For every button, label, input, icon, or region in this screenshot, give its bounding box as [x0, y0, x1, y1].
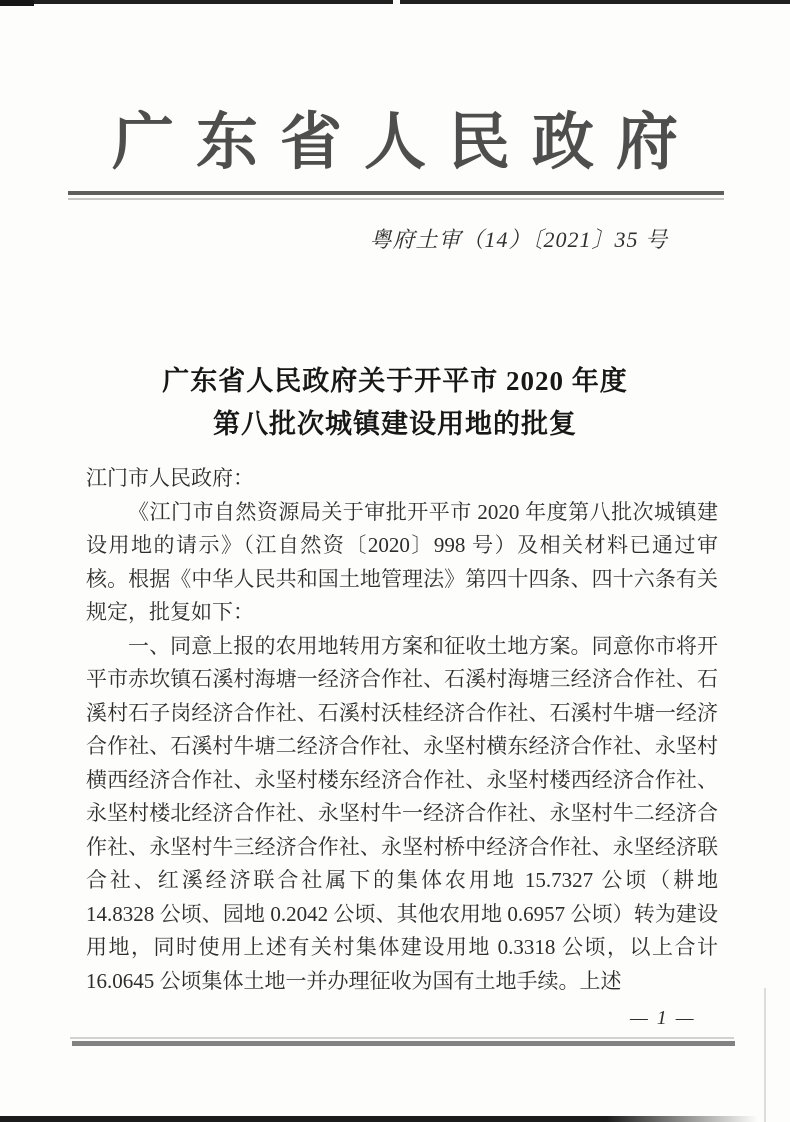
body-paragraph-1: 《江门市自然资源局关于审批开平市 2020 年度第八批次城镇建设用地的请示》（江自然资〔2020〕998 号）及相关材料已通过审核。根据《中华人民共和国土地管理法》第四十四条、四十六条有关规定，批复如下：	[86, 499, 718, 624]
letterhead-rule-thin	[68, 198, 724, 200]
scan-top-left-mark	[0, 0, 34, 6]
document-reference-number: 粤府土审（14）〔2021〕35 号	[369, 227, 668, 252]
scan-top-edge-gap	[393, 0, 400, 4]
bottom-bleed-rule-thin	[70, 1037, 734, 1039]
letterhead-rule-thick	[68, 191, 724, 195]
body-paragraph-2: 一、同意上报的农用地转用方案和征收土地方案。同意你市将开平市赤坎镇石溪村海塘一经济合作社、石溪村海塘三经济合作社、石溪村石子岗经济合作社、石溪村沃桂经济合作社、石溪村牛塘一经济合作社、石溪村牛塘二经济合作社、永坚村横东经济合作社、永坚村横西经济合作社、永坚村楼东经济合作社、永坚村楼西经济合作社、永坚村楼北经济合作社、永坚村牛一经济合作社、永坚村牛二经济合作社、永坚村牛三经济合作社、永坚村桥中经济合作社、永坚经济联合社、红溪经济联合社属下的集体农用地 15.7327 公顷（耕地 14.8328 公顷、园地 0.2042 公顷、其他农用地 0.6957 公顷）转为建设用地，同时使用上述有关村集体建设用地 0.3318 公顷，以上合计 16.0645 公顷集体土地一并办理征收为国有土地手续。上述	[86, 633, 718, 993]
letterhead-title: 广东省人民政府	[111, 109, 700, 177]
document-body	[86, 462, 718, 998]
scan-right-edge-line	[764, 988, 766, 1122]
document-title-line2: 第八批次城镇建设用地的批复	[213, 409, 577, 439]
salutation: 江门市人民政府：	[86, 466, 254, 490]
bottom-bleed-rule-thick	[72, 1041, 735, 1046]
document-title-line1: 广东省人民政府关于开平市 2020 年度	[162, 366, 628, 396]
scan-bottom-edge-line	[0, 1116, 758, 1122]
page-number: — 1 —	[630, 1007, 696, 1029]
document-title	[0, 360, 790, 446]
